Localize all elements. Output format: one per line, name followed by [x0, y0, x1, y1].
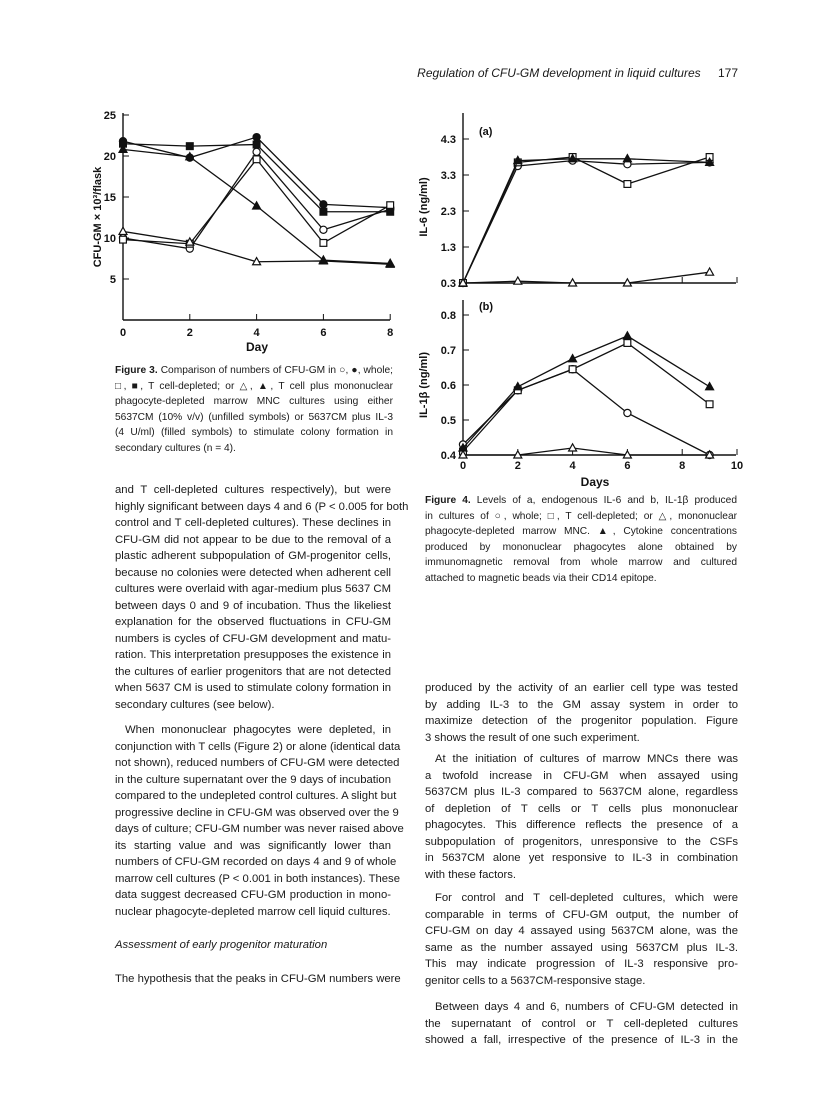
text-line: of depletion of T cells or T cells plus mononuclear [425, 802, 738, 815]
filled-triangle-marker [319, 256, 327, 263]
open-square-marker [569, 366, 576, 373]
x-axis-label: Days [580, 475, 610, 489]
open-square-marker [387, 202, 394, 209]
caption-line: (4 U/ml) (filled symbols) to stimulate colony formation in [115, 427, 393, 439]
y-tick-label: 0.4 [440, 450, 456, 462]
x-tick-label: 2 [186, 327, 193, 339]
text-line: compared to the undepleted control cultures. A slight but [115, 790, 397, 802]
x-tick-label: 0 [459, 460, 467, 472]
caption-line: produced by mononuclear phagocytes alone obtained by [425, 541, 737, 553]
text-line: when 5637 CM is used to stimulate colony formation in [115, 682, 391, 694]
text-line: by adding IL-3 to the GM assay system in order to [425, 698, 738, 711]
series-triangle-filled [459, 155, 714, 286]
open-square-marker [706, 401, 713, 408]
y-tick-label: 25 [103, 110, 116, 122]
x-tick-label: 4 [253, 327, 260, 339]
caption-line: □, ■, T cell-depleted; or △, ▲, T cell plus mononuclear [115, 380, 393, 392]
series-line [463, 369, 710, 455]
y-tick-label: 10 [103, 233, 116, 245]
text-line: marrow cell cultures (P < 0.001 in both instances). These [115, 872, 400, 885]
open-square-marker [624, 340, 631, 347]
y-tick-label: 5 [109, 274, 116, 286]
caption-line: secondary cultures (n = 4). [115, 443, 236, 454]
text-line: numbers is cycles of CFU-GM development and matu- [115, 632, 391, 645]
filled-triangle-marker [514, 383, 522, 390]
caption-line: in cultures of ○, whole; □, T cell-depleted; or △, mononuclear [425, 510, 737, 522]
text-line: Between days 4 and 6, numbers of CFU-GM detected in [435, 1001, 738, 1013]
caption-line: phagocyte-depleted marrow MNC. ▲, Cytokine concentrations [425, 526, 737, 538]
series-line [463, 157, 710, 283]
y-tick-label: 4.3 [440, 134, 456, 146]
caption-line: immunomagnetic removal from whole marrow and cultured [425, 557, 737, 569]
open-circle-marker [253, 148, 260, 155]
filled-square-marker [186, 143, 193, 150]
text-line: ration. This interpretation presupposes the existence in [115, 649, 391, 661]
series-square-open [460, 154, 713, 287]
text-line: secondary cultures (see below). [115, 698, 275, 711]
text-line: in the culture supernatant over the 9 days of incubation [115, 773, 391, 786]
x-tick-label: 6 [624, 460, 631, 472]
x-axis-label: Day [245, 340, 269, 354]
text-line: numbers of CFU-GM recorded on days 4 and 9 of whole [115, 856, 397, 868]
x-tick-label: 2 [514, 460, 521, 472]
text-line: The hypothesis that the peaks in CFU-GM numbers were [115, 973, 401, 985]
text-line: maximize detection of the progenitor population. Figure [425, 715, 738, 727]
text-line: 5637CM plus IL-3 compared to 5637CM alone, regardless [425, 786, 738, 798]
caption-line: phagocyte-depleted marrow MNC cultures using either [115, 396, 393, 408]
y-axis-label: IL-1β (ng/ml) [418, 352, 430, 418]
text-line: data suggest decreased CFU-GM production in mono- [115, 889, 391, 901]
text-line: produced by the activity of an earlier cell type was tested [425, 682, 738, 694]
x-tick-label: 0 [119, 327, 127, 339]
text-line: same as the number assayed using 5637CM plus IL-3. [425, 941, 738, 954]
series-line [463, 159, 710, 283]
text-line: in 5637CM alone yet responsive to IL-3 in combination [425, 852, 738, 864]
filled-triangle-marker [706, 383, 714, 390]
text-line: 3 shows the result of one such experiment. [425, 731, 640, 744]
y-tick-label: 1.3 [440, 242, 456, 254]
series-circle-open [459, 157, 713, 287]
series-circle-open [119, 148, 393, 252]
x-tick-label: 4 [569, 460, 576, 472]
open-triangle-marker [514, 277, 522, 284]
figure-label: Figure 4. [425, 495, 471, 506]
y-tick-label: 3.3 [440, 170, 456, 182]
y-axis-label: CFU-GM × 10³/flask [92, 166, 104, 268]
caption-line [425, 494, 737, 507]
caption-text: Levels of a, endogenous IL-6 and b, IL-1β produced [470, 495, 737, 506]
text-line: because no colonies were detected when adherent cell [115, 566, 391, 579]
caption-line: 5637CM (10% v/v) (unfilled symbols) or 5637CM plus IL-3 [115, 411, 393, 423]
text-line: nuclear phagocyte-depleted marrow cell liquid cultures. [115, 905, 391, 918]
y-axis-label: IL-6 (ng/ml) [418, 177, 430, 237]
section-heading: Assessment of early progenitor maturation [115, 939, 328, 951]
text-line: the cultures of earlier progenitors that are not detected [115, 665, 391, 678]
filled-circle-marker [320, 201, 327, 208]
panel-label: (b) [479, 301, 494, 313]
y-tick-label: 0.3 [440, 278, 456, 290]
open-triangle-marker [706, 268, 714, 275]
filled-triangle-marker [623, 332, 631, 339]
text-line: with these factors. [425, 868, 517, 881]
text-line: This may indicate progression of IL-3 responsive pro- [425, 958, 738, 970]
running-header [417, 66, 738, 80]
figure-label: Figure 3. [115, 365, 158, 376]
text-line: showed a fall, irrespective of the presence of IL-3 in the [425, 1034, 738, 1046]
caption-text: Comparison of numbers of CFU-GM in ○, ●, whole; [157, 365, 394, 376]
text-line: progressive decline in CFU-GM was observed over the 9 [115, 806, 399, 819]
series-line [463, 448, 710, 455]
text-line: For control and T cell-depleted cultures, which were [435, 892, 738, 904]
open-square-marker [253, 156, 260, 163]
text-line: cultures were overlaid with agar-medium plus 5637 CM [115, 583, 391, 595]
filled-square-marker [253, 141, 260, 148]
y-tick-label: 0.8 [440, 310, 456, 322]
text-line: CFU-GM on day 4 assayed using 5637CM alone, was the [425, 925, 738, 937]
filled-triangle-marker [253, 202, 261, 209]
text-line: genitor cells to a 5637CM-responsive stage. [425, 974, 646, 987]
text-line: highly significant between days 4 and 6 (P < 0.005 for both [115, 500, 409, 513]
text-line: a twofold increase in CFU-GM when assayed using [425, 769, 738, 782]
text-line: phagocytes. This difference reflects the presence of a [425, 819, 738, 831]
y-tick-label: 0.5 [440, 415, 456, 427]
x-tick-label: 8 [679, 460, 686, 472]
caption-line [115, 364, 393, 377]
open-triangle-marker [119, 227, 127, 234]
filled-square-marker [320, 208, 327, 215]
open-square-marker [120, 236, 127, 243]
x-tick-label: 8 [387, 327, 394, 339]
text-line: CFU-GM did not appear to be due to the removal of a [115, 533, 391, 546]
open-circle-marker [624, 409, 631, 416]
series-line [463, 336, 710, 448]
panel-label: (a) [479, 126, 493, 138]
series-triangle-open [459, 444, 714, 458]
open-triangle-marker [569, 444, 577, 451]
page-number: 177 [717, 66, 738, 80]
text-line: its starting value and was significantly lower than [115, 839, 391, 852]
series-line [123, 152, 390, 249]
text-line: At the initiation of cultures of marrow MNCs there was [435, 753, 738, 765]
open-square-marker [624, 181, 631, 188]
caption-line: attached to magnetic beads via their CD14 epitope. [425, 573, 657, 584]
text-line: When mononuclear phagocytes were depleted, in [125, 724, 391, 736]
text-line: explanation for the observed fluctuations in CFU-GM [115, 616, 391, 628]
text-line: conjunction with T cells (Figure 2) or alone (identical data [115, 740, 401, 753]
series-line [463, 272, 710, 283]
open-square-marker [320, 240, 327, 247]
open-circle-marker [320, 226, 327, 233]
y-tick-label: 20 [103, 151, 116, 163]
text-line: not shown), reduced numbers of CFU-GM were detected [115, 757, 400, 769]
y-tick-label: 0.6 [440, 380, 456, 392]
text-line: comparable in terms of CFU-GM output, the number of [425, 908, 738, 921]
series-line [463, 343, 710, 452]
text-line: subpopulation of progenitors, unresponsive to the CSFs [425, 835, 738, 848]
filled-square-marker [387, 208, 394, 215]
y-tick-label: 0.7 [440, 345, 456, 357]
x-tick-label: 6 [320, 327, 327, 339]
series-triangle-filled [459, 332, 714, 451]
y-tick-label: 15 [103, 192, 116, 204]
x-tick-label: 10 [730, 460, 744, 472]
text-line: plastic adherent subpopulation of GM-progenitor cells, [115, 550, 391, 562]
text-line: control and T cell-depleted cultures). These declines in [115, 517, 391, 529]
text-line: days of culture; CFU-GM number was never raised above [115, 823, 404, 835]
text-line: the supernatant of control or T cell-depleted cultures [425, 1017, 738, 1030]
text-line: and T cell-depleted cultures respectively), but were [115, 484, 391, 496]
filled-circle-marker [253, 134, 260, 141]
series-line [463, 161, 710, 283]
text-line: between days 0 and 9 of incubation. Thus the likeliest [115, 599, 391, 612]
running-title: Regulation of CFU-GM development in liquid cultures [417, 66, 701, 80]
y-tick-label: 2.3 [440, 206, 456, 218]
